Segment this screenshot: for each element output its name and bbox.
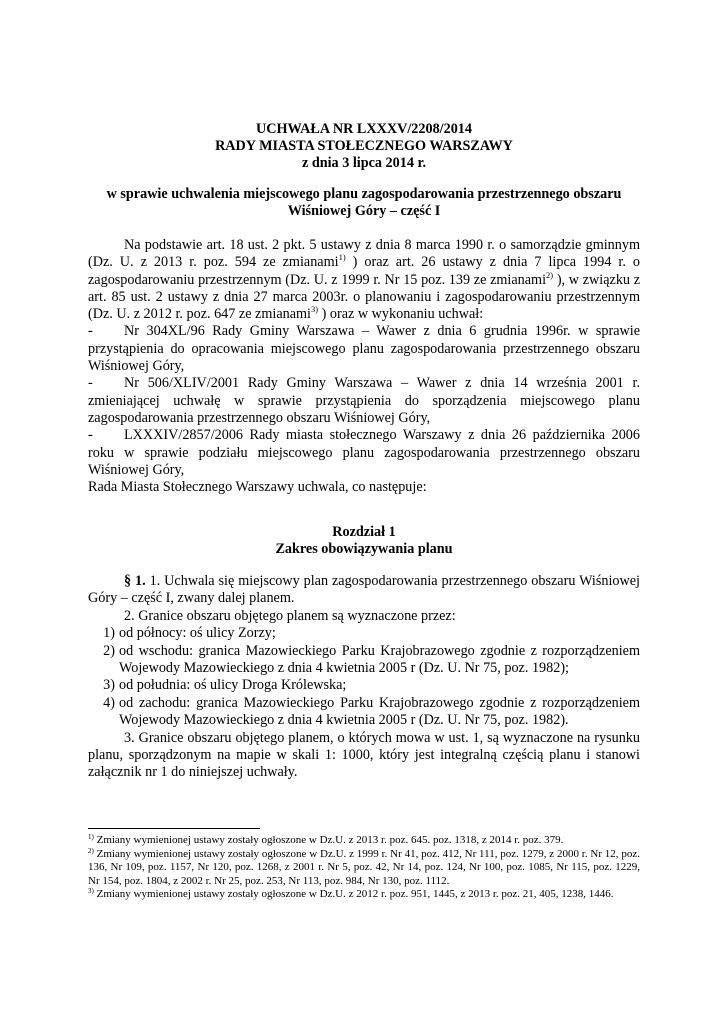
subject-line-1: w sprawie uchwalenia miejscowego planu zagospodarowania przestrzennego obszaru xyxy=(106,186,622,202)
footnote-ref-3: 3) xyxy=(311,304,319,315)
resolution-number: UCHWAŁA NR LXXXV/2208/2014 xyxy=(256,121,472,137)
section-1-paragraph-3: 3. Granice obszaru objętego planem, o których mowa w ust. 1, są wyznaczone na rysunku planu, sporządzonym na mapie w skali 1: 1000, który jest integralną częścią planu i stanowi załącznik nr 1 do niniejszej uchwały. xyxy=(88,729,640,781)
boundary-list-item: 3) od południa: oś ulicy Droga Królewska; xyxy=(103,677,347,694)
resolution-subject xyxy=(88,186,640,220)
footnotes xyxy=(88,834,640,902)
footnote-ref-1: 1) xyxy=(338,252,346,263)
referenced-resolution-3: - LXXXIV/2857/2006 Rady miasta stołecznego Warszawy z dnia 26 października 2006 roku w sprawie podziału miejscowego planu zagospodarowania przestrzennego obszaru Wiśniowej Góry, xyxy=(88,427,640,478)
chapter-subtitle: Zakres obowiązywania planu xyxy=(275,541,453,557)
section-1-paragraph-1: § 1. 1. Uchwala się miejscowy plan zagospodarowania przestrzennego obszaru Wiśniowej Góry – część I, zwany dalej planem. xyxy=(88,573,640,607)
footnote-2: $^{2)}$ Zmiany wymienionej ustawy zostały ogłoszone w Dz.U. z 1999 r. Nr 41, poz. 412, Nr 111, poz. 1279, z 2000 r. Nr 12, poz. 136, Nr 109, poz. 1157, Nr 120, poz. 1268, z 2001 r. Nr 5, poz. 42, Nr 14, poz. 124, Nr 100, poz. 1085, Nr 115, poz. 1229, Nr 154, poz. 1804, z 2002 r. Nr 25, poz. 253, Nr 113, poz. 984, Nr 130, poz. 1112. xyxy=(88,846,640,887)
footnote-1: $^{1)}$ Zmiany wymienionej ustawy zostały ogłoszone w Dz.U. z 2013 r. poz. 645. poz. 1318, z 2014 r. poz. 379. xyxy=(88,833,564,846)
resolution-date: z dnia 3 lipca 2014 r. xyxy=(301,154,427,171)
preamble xyxy=(88,237,640,496)
section-1 xyxy=(88,573,640,782)
resolution-header xyxy=(88,121,640,171)
chapter-heading xyxy=(88,524,640,558)
section-sign: § 1. xyxy=(124,573,146,589)
boundary-list-item: 1) od północy: oś ulicy Zorzy; xyxy=(103,625,276,642)
section-1-paragraph-2: 2. Granice obszaru objętego planem są wyznaczone przez: xyxy=(124,607,456,624)
council-name: RADY MIASTA STOŁECZNEGO WARSZAWY xyxy=(215,137,513,154)
boundary-list-item: 4) od zachodu: granica Mazowieckiego Parku Krajobrazowego zgodnie z rozporządzeniem Wojewody Mazowieckiego z dnia 4 kwietnia 2005 r (Dz. U. Nr 75, poz. 1982). xyxy=(103,694,640,729)
boundary-list-item: 2) od wschodu: granica Mazowieckiego Parku Krajobrazowego zgodnie z rozporządzeniem Wojewody Mazowieckiego z dnia 4 kwietnia 2005 r (Dz. U. Nr 75, poz. 1982); xyxy=(103,642,640,677)
legal-basis-paragraph: Na podstawie art. 18 ust. 2 pkt. 5 ustawy z dnia 8 marca 1990 r. o samorządzie gminnym (Dz. U. z 2013 r. poz. 594 ze zmianami$^{1)}$ ) oraz art. 26 ustawy z dnia 7 lipca 1994 r. o zagospodarowaniu przestrzennym (Dz. U. z 1999 r. Nr 15 poz. 139 ze zmianami$^{2)}$ ), w związku z art. 85 ust. 2 ustawy z dnia 27 marca 2003r. o planowaniu i zagospodarowaniu przestrzennym (Dz. U. z 2012 r. poz. 647 ze zmianami$^{3)}$ ) oraz w wykonaniu uchwał: xyxy=(88,237,640,323)
enacting-clause: Rada Miasta Stołecznego Warszawy uchwala, co następuje: xyxy=(88,479,427,496)
chapter-title: Rozdział 1 xyxy=(332,524,396,540)
subject-line-2: Wiśniowej Góry – część I xyxy=(287,203,441,219)
footnote-ref-2: 2) xyxy=(546,269,554,280)
footnote-separator xyxy=(88,828,260,829)
referenced-resolution-2: - Nr 506/XLIV/2001 Rady Gminy Warszawa – Wawer z dnia 14 września 2001 r. zmieniającej uchwałę w sprawie przystąpienia do sporządzenia miejscowego planu zagospodarowania przestrzennego obszaru Wiśniowej Góry, xyxy=(88,375,640,426)
footnote-3: $^{3)}$ Zmiany wymienionej ustawy zostały ogłoszone w Dz.U. z 2012 r. poz. 951, 1445, z 2013 r. poz. 21, 405, 1238, 1446. xyxy=(88,887,614,901)
referenced-resolution-1: - Nr 304XL/96 Rady Gminy Warszawa – Wawer z dnia 6 grudnia 1996r. w sprawie przystąpienia do opracowania miejscowego planu zagospodarowania przestrzennego obszaru Wiśniowej Góry, xyxy=(88,323,640,375)
